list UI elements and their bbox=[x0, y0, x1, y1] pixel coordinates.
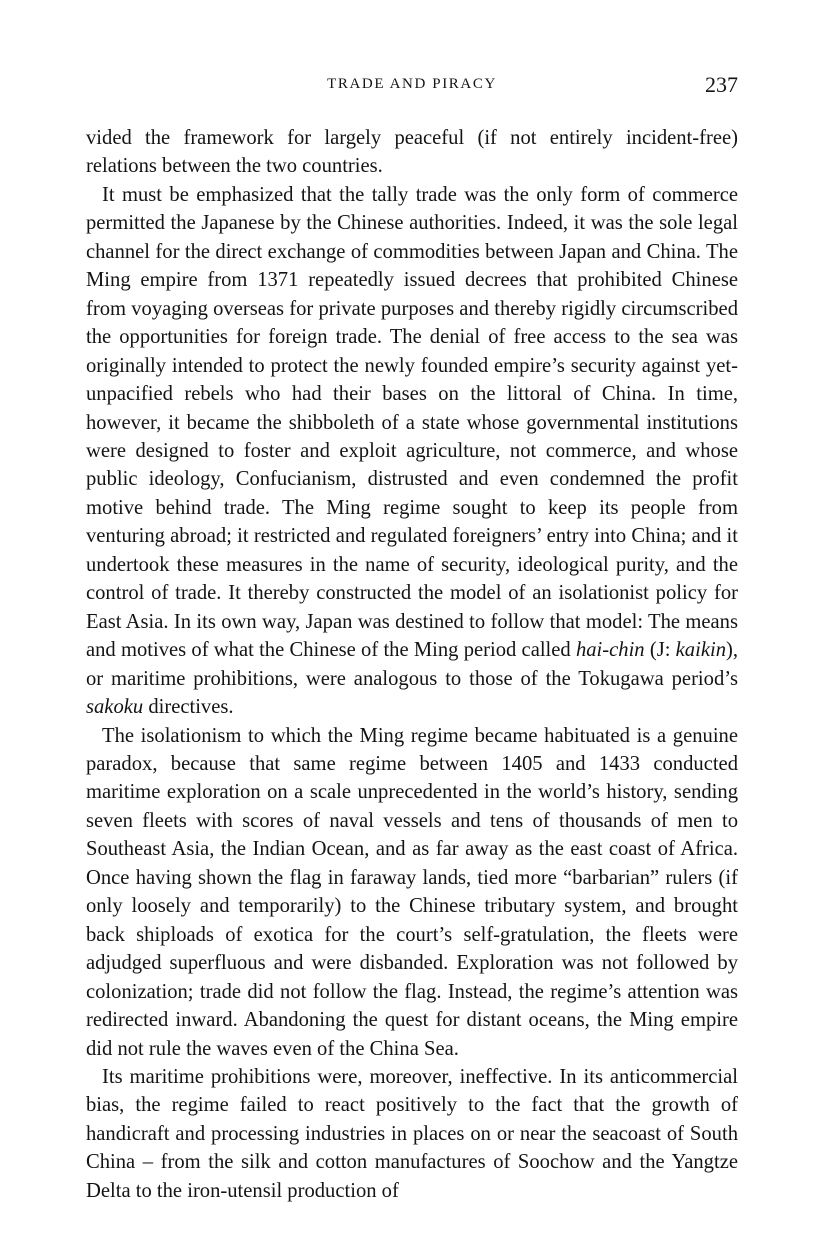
paragraph-maritime-prohibitions: Its maritime prohibitions were, moreover, ineffective. In its anticommercial bias, the regime failed to react positively to the fact that the growth of handicraft and processing industries in places on or near the seacoast of South China – from the silk and cotton manufactures of Soochow and the Yangtze Delta to the iron-utensil production of bbox=[86, 1065, 738, 1202]
body-text bbox=[86, 124, 738, 1205]
page-number: 237 bbox=[705, 72, 738, 97]
paragraph-text: ), or maritime prohibitions, were analogous to those of the Tokugawa period’s bbox=[86, 639, 739, 690]
paragraph-tally-trade bbox=[86, 181, 738, 722]
paragraph-text: (J: bbox=[644, 639, 676, 662]
italic-term-sakoku: sakoku bbox=[86, 696, 144, 719]
italic-term-hai-chin: hai-chin bbox=[575, 639, 645, 662]
running-head: TRADE AND PIRACY bbox=[327, 76, 497, 92]
paragraph-isolationism: The isolationism to which the Ming regime became habituated is a genuine paradox, because that same regime between 1405 and 1433 conducted maritime exploration on a scale unprecedented in the world’s history, sending seven fleets with scores of naval vessels and tens of thousands of men to Southeast Asia, the Indian Ocean, and as far away as the east coast of Africa. Once having shown the flag in faraway lands, tied more “barbarian” rulers (if only loosely and temporarily) to the Chinese tributary system, and brought back shiploads of exotica for the court’s self-gratulation, the fleets were adjudged superfluous and were disbanded. Exploration was not followed by colonization; trade did not follow the flag. Instead, the regime’s attention was redirected inward. Abandoning the quest for distant oceans, the Ming empire did not rule the waves even of the China Sea. bbox=[86, 724, 738, 1060]
italic-term-kaikin: kaikin bbox=[675, 639, 726, 662]
page-header bbox=[86, 70, 738, 104]
paragraph-continuation: vided the framework for largely peaceful (if not entirely incident-free) relations between the two countries. bbox=[86, 127, 738, 178]
paragraph-text: It must be emphasized that the tally trade was the only form of commerce permitted the Japanese by the Chinese authorities. Indeed, it was the sole legal channel for the direct exchange of commodities between Japan and China. The Ming empire from 1371 repeatedly issued decrees that prohibited Chinese from voyaging overseas for private purposes and thereby rigidly circumscribed the opportunities for foreign trade. The denial of free access to the sea was originally intended to protect the newly founded empire’s security against yet-unpacified rebels who had their bases on the littoral of China. In time, however, it became the shibboleth of a state whose governmental institutions were designed to foster and exploit agriculture, not commerce, and whose public ideology, Confucianism, distrusted and even condemned the profit motive behind trade. The Ming regime sought to keep its people from venturing abroad; it restricted and regulated foreigners’ entry into China; and it undertook these measures in the name of security, ideological purity, and the control of trade. It thereby constructed the model of an isolationist policy for East Asia. In its own way, Japan was destined to follow that model: The means and motives of what the Chinese of the Ming period called bbox=[86, 183, 738, 662]
paragraph-text: directives. bbox=[143, 696, 234, 719]
book-page bbox=[86, 70, 738, 1205]
